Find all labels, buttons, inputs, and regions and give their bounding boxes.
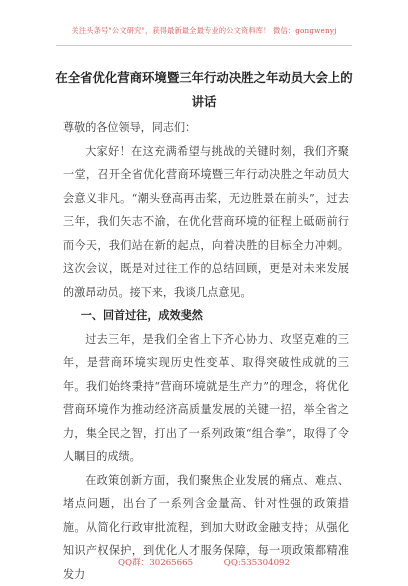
footer-qq: QQ:535304092	[224, 558, 290, 568]
paragraph: 过去三年，是我们全省上下齐心协力、攻坚克难的三年，是营商环境实现历史性变革、取得突破性成就的三年。我们始终秉持“营商环境就是生产力”的理念，将优化营商环境作为推动经济高质量发展的关键一招，举全省之力，集全民之智，打出了一系列政策“组合拳”，取得了令人瞩目的成绩。	[63, 328, 349, 469]
header-divider	[56, 45, 352, 46]
section-heading: 一、回首过往，成效斐然	[63, 304, 349, 328]
paragraph: 大家好！在这充满希望与挑战的关键时刻，我们齐聚一堂，召开全省优化营商环境暨三年行动决胜之年动员大会意义非凡。“潮头登高再击桨，无边胜景在前头”，过去三年，我们矢志不渝，在优化营商环境的征程上砥砺前行而今天，我们站在新的起点，向着决胜的目标全力冲刺。这次会议，既是对过往工作的总结回顾，更是对未来发展的激昂动员。接下来，我谈几点意见。	[63, 140, 349, 305]
salutation: 尊敬的各位领导，同志们：	[63, 116, 349, 140]
document-title: 在全省优化营商环境暨三年行动决胜之年动员大会上的讲话	[50, 66, 358, 114]
footer	[0, 556, 408, 568]
footer-qq-group: QQ群：30265665	[118, 558, 193, 568]
header-banner: 关注头条号"公文研究"，获得最新最全最专业的公文资料库！ 微信：gongwenyj	[0, 26, 408, 36]
paragraph: 在政策创新方面，我们聚焦企业发展的痛点、难点、堵点问题，出台了一系列含金量高、针对性强的政策措施。从简化行政审批流程，到加大财政金融支持；从强化知识产权保护，到优化人才服务保障，每一项政策都精准发力	[63, 469, 349, 586]
document-body	[63, 116, 349, 586]
